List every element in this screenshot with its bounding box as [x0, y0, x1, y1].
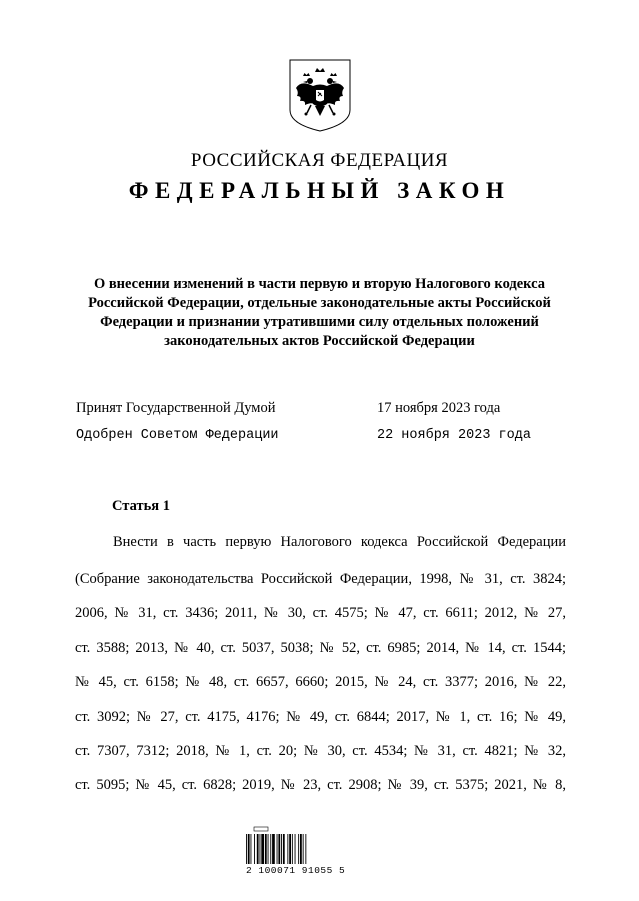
adoption-date: 22 ноября 2023 года: [377, 428, 531, 443]
article-text-line: № 45, ст. 6158; № 48, ст. 6657, 6660; 2015, № 24, ст. 3377; 2016, № 22,: [75, 674, 566, 690]
article-heading: Статья 1: [112, 498, 170, 514]
adoption-date: 17 ноября 2023 года: [377, 400, 501, 416]
article-text-line: (Собрание законодательства Российской Федерации, 1998, № 31, ст. 3824;: [75, 571, 566, 587]
article-text-line: ст. 3588; 2013, № 40, ст. 5037, 5038; № 52, ст. 6985; 2014, № 14, ст. 1544;: [75, 640, 566, 656]
law-title: О внесении изменений в части первую и вторую Налогового кодекса Российской Федерации, отдельные законодательные акты Российской Федерации и признании утратившими силу отдельных положений законодательных актов Российской Федерации: [88, 276, 551, 349]
barcode-number: 2 100071 91055 5: [246, 865, 346, 876]
article-text-line: ст. 5095; № 45, ст. 6828; 2019, № 23, ст. 2908; № 39, ст. 5375; 2021, № 8,: [75, 777, 566, 793]
document-type: ФЕДЕРАЛЬНЫЙ ЗАКОН: [128, 178, 511, 203]
adoption-label: Принят Государственной Думой: [76, 400, 276, 416]
article-text-line: Внести в часть первую Налогового кодекса Российской Федерации: [113, 534, 566, 550]
article-text-line: ст. 3092; № 27, ст. 4175, 4176; № 49, ст. 6844; 2017, № 1, ст. 16; № 49,: [75, 709, 566, 725]
barcode: [244, 826, 332, 870]
country-name: РОССИЙСКАЯ ФЕДЕРАЦИЯ: [190, 150, 449, 171]
article-text-line: 2006, № 31, ст. 3436; 2011, № 30, ст. 4575; № 47, ст. 6611; 2012, № 27,: [75, 605, 566, 621]
adoption-label: Одобрен Советом Федерации: [76, 428, 279, 443]
article-text-line: ст. 7307, 7312; 2018, № 1, ст. 20; № 30, ст. 4534; № 31, ст. 4821; № 32,: [75, 743, 566, 759]
coat-of-arms-emblem: [287, 58, 353, 132]
